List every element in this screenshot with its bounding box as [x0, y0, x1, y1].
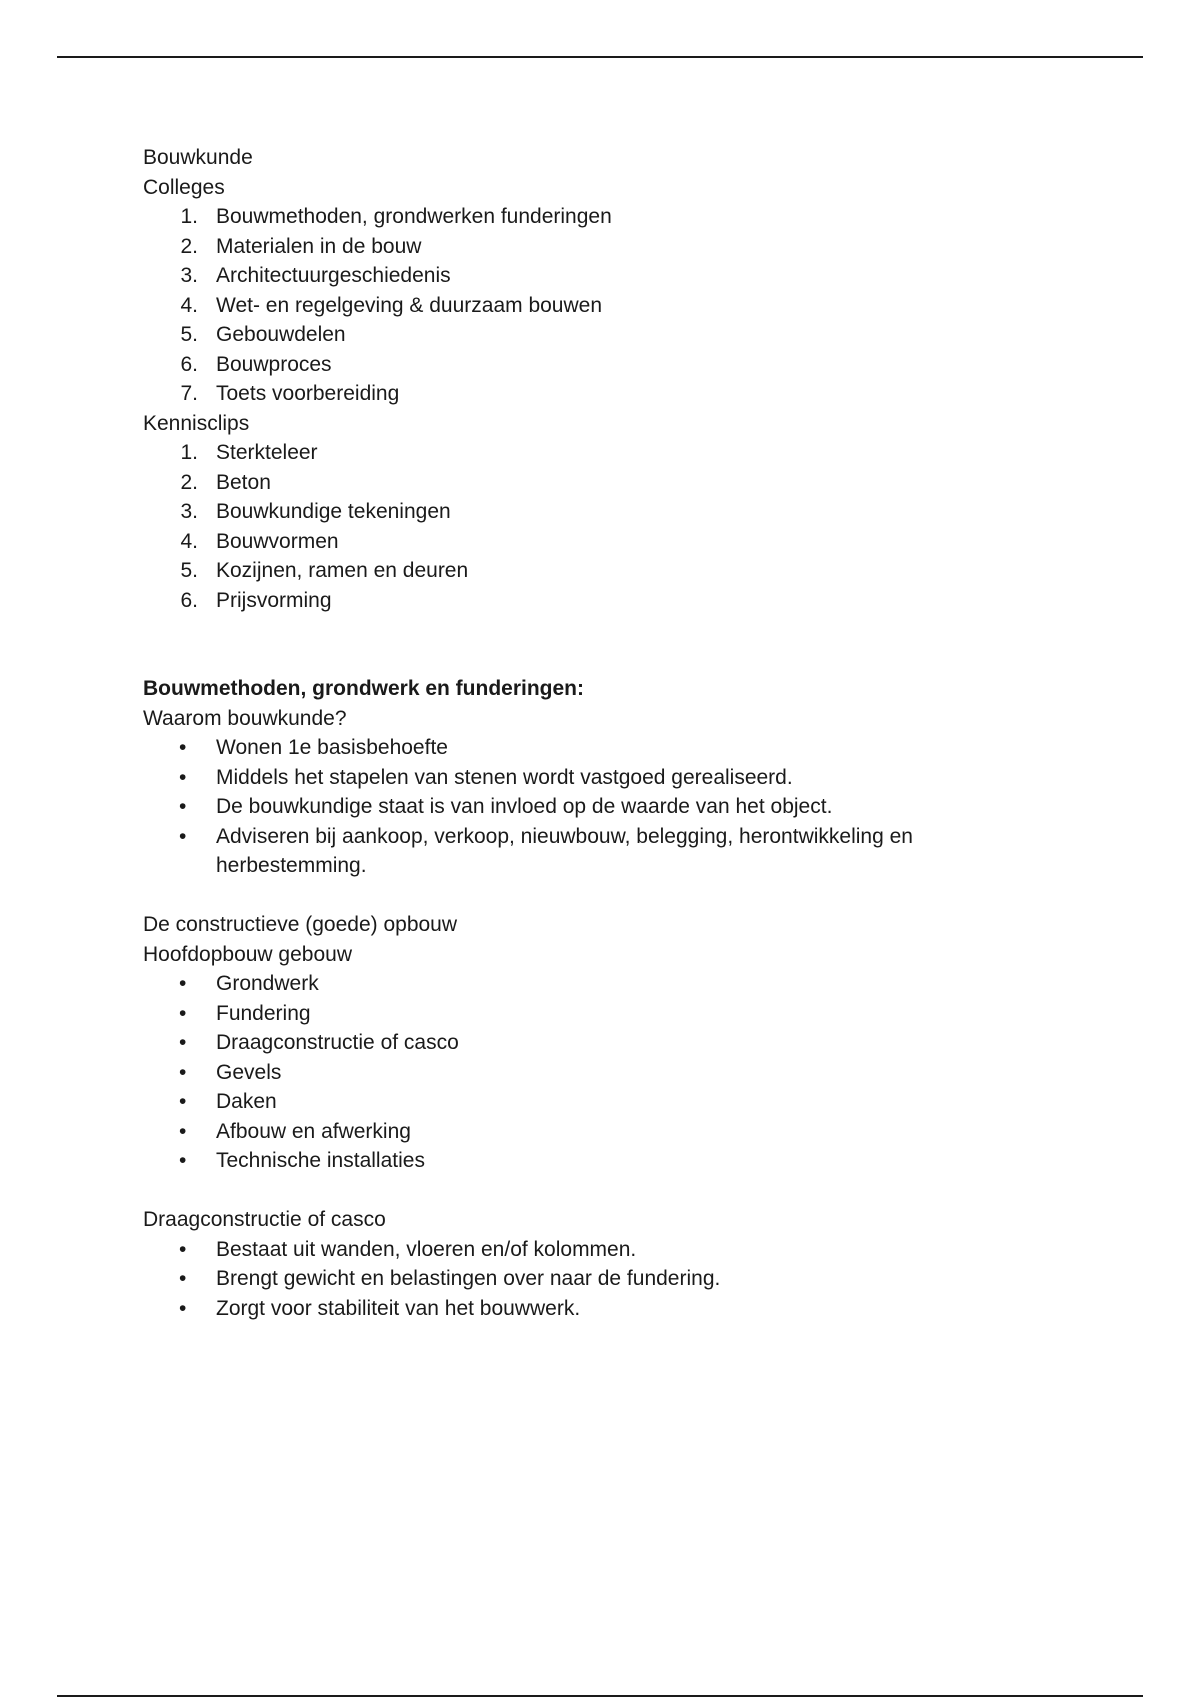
list-item-text: Bouwkundige tekeningen — [216, 500, 451, 523]
colleges-list — [143, 202, 1043, 409]
list-item — [143, 763, 1043, 793]
list-item-text: Bestaat uit wanden, vloeren en/of kolommen. — [216, 1237, 637, 1261]
hoofdopbouw-heading: Hoofdopbouw gebouw — [143, 942, 352, 966]
list-item-text: De bouwkundige staat is van invloed op de waarde van het object. — [216, 795, 833, 818]
list-item — [143, 822, 1043, 852]
list-item — [143, 1117, 1043, 1147]
list-item — [143, 1294, 1043, 1324]
list-number: 4. — [180, 293, 198, 317]
list-item-text: Wonen 1e basisbehoefte — [216, 736, 448, 759]
list-item-text: Prijsvorming — [216, 588, 332, 612]
spacer — [143, 615, 1043, 674]
list-number: 5. — [180, 323, 198, 346]
list-item — [143, 261, 1043, 291]
list-item-text: Bouwmethoden, grondwerken funderingen — [216, 205, 612, 228]
list-item — [143, 438, 1043, 468]
list-item-text: Kozijnen, ramen en deuren — [216, 559, 469, 582]
list-item-text: Materialen in de bouw — [216, 234, 422, 258]
list-item — [143, 733, 1043, 763]
list-item-text: Middels het stapelen van stenen wordt vastgoed gerealiseerd. — [216, 765, 793, 789]
draag-heading: Draagconstructie of casco — [143, 1208, 386, 1231]
spacer — [143, 1176, 1043, 1206]
list-item-text: Grondwerk — [216, 972, 319, 995]
bullet-icon: • — [179, 1119, 187, 1143]
list-number: 1. — [180, 205, 198, 228]
list-item-text: Architectuurgeschiedenis — [216, 264, 451, 287]
bullet-icon: • — [179, 1149, 187, 1172]
list-item — [143, 1058, 1043, 1088]
list-item — [143, 999, 1043, 1029]
list-item-text: Technische installaties — [216, 1149, 425, 1172]
bullet-icon: • — [179, 824, 187, 848]
list-item — [143, 379, 1043, 409]
hoofdopbouw-list — [143, 969, 1043, 1176]
list-number: 2. — [180, 234, 198, 258]
list-item — [143, 556, 1043, 586]
document-body — [143, 143, 1043, 1323]
list-item-text: Zorgt voor stabiliteit van het bouwwerk. — [216, 1296, 581, 1320]
list-number: 7. — [180, 382, 198, 405]
list-item-text: Bouwvormen — [216, 529, 339, 553]
list-item — [143, 1264, 1043, 1294]
list-number: 3. — [180, 264, 198, 287]
bullet-icon: • — [179, 1237, 187, 1261]
footer-rule — [57, 1695, 1143, 1697]
list-item-text: Daken — [216, 1090, 277, 1113]
list-item-text: Afbouw en afwerking — [216, 1119, 411, 1143]
document-title: Bouwkunde — [143, 146, 253, 169]
constructieve-heading: De constructieve (goede) opbouw — [143, 913, 458, 936]
list-item — [143, 497, 1043, 527]
colleges-heading: Colleges — [143, 175, 225, 199]
list-item — [143, 468, 1043, 498]
bullet-icon: • — [179, 736, 187, 759]
list-item — [143, 202, 1043, 232]
section-title: Bouwmethoden, grondwerk en funderingen: — [143, 677, 584, 700]
header-rule — [57, 56, 1143, 58]
list-item-text: Beton — [216, 470, 271, 494]
list-item-text: Wet- en regelgeving & duurzaam bouwen — [216, 293, 603, 317]
list-item-text: herbestemming. — [216, 854, 367, 877]
bullet-icon: • — [179, 1060, 187, 1084]
list-item-text: Toets voorbereiding — [216, 382, 400, 405]
list-item-text: Draagconstructie of casco — [216, 1031, 459, 1054]
bullet-icon: • — [179, 795, 187, 818]
list-item-text: Adviseren bij aankoop, verkoop, nieuwbouw, belegging, herontwikkeling en — [216, 824, 913, 848]
kennisclips-list — [143, 438, 1043, 615]
list-number: 2. — [180, 470, 198, 494]
bullet-icon: • — [179, 972, 187, 995]
list-item — [143, 527, 1043, 557]
list-item — [143, 291, 1043, 321]
list-number: 4. — [180, 529, 198, 553]
list-item-continuation — [143, 851, 1043, 881]
list-item — [143, 1235, 1043, 1265]
draag-list — [143, 1235, 1043, 1324]
list-item — [143, 792, 1043, 822]
list-item — [143, 320, 1043, 350]
list-item-text: Gevels — [216, 1060, 282, 1084]
bullet-icon: • — [179, 765, 187, 789]
list-item — [143, 1028, 1043, 1058]
list-item-text: Brengt gewicht en belastingen over naar de fundering. — [216, 1267, 721, 1290]
bullet-icon: • — [179, 1001, 187, 1025]
list-item — [143, 350, 1043, 380]
list-item — [143, 1146, 1043, 1176]
list-item — [143, 232, 1043, 262]
list-item-text: Fundering — [216, 1001, 311, 1025]
bullet-icon: • — [179, 1090, 187, 1113]
list-item-text: Bouwproces — [216, 352, 332, 376]
list-number: 6. — [180, 352, 198, 376]
list-number: 3. — [180, 500, 198, 523]
list-item — [143, 586, 1043, 616]
kennisclips-heading: Kennisclips — [143, 411, 250, 435]
list-number: 1. — [180, 441, 198, 464]
waarom-heading: Waarom bouwkunde? — [143, 706, 347, 730]
list-item-text: Sterkteleer — [216, 441, 318, 464]
bullet-icon: • — [179, 1031, 187, 1054]
list-item — [143, 1087, 1043, 1117]
list-number: 6. — [180, 588, 198, 612]
spacer — [143, 881, 1043, 911]
bullet-icon: • — [179, 1267, 187, 1290]
list-number: 5. — [180, 559, 198, 582]
waarom-list — [143, 733, 1043, 881]
bullet-icon: • — [179, 1296, 187, 1320]
list-item-text: Gebouwdelen — [216, 323, 346, 346]
list-item — [143, 969, 1043, 999]
